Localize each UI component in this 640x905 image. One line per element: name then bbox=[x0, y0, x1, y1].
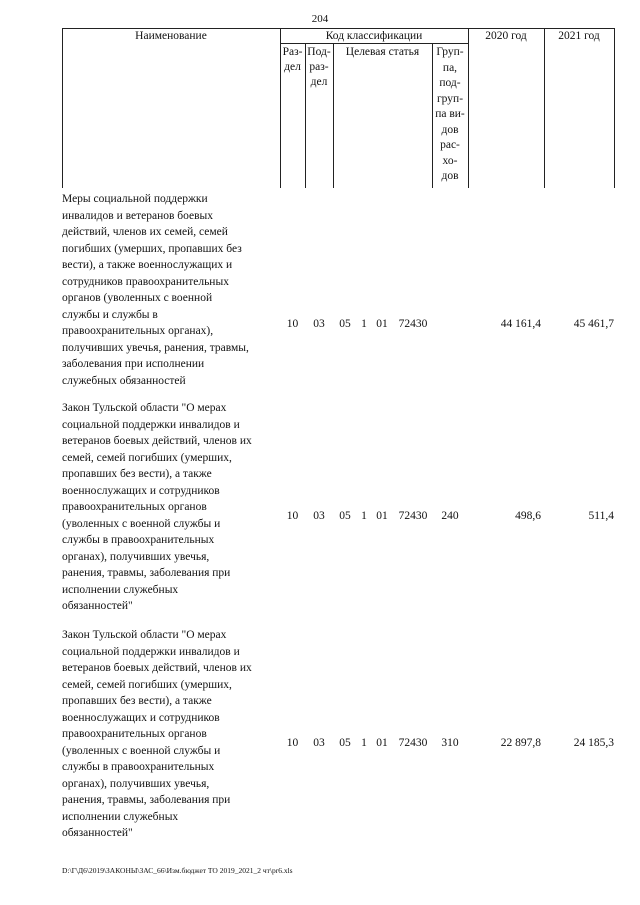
header-podrazdel: Под- раз- дел bbox=[307, 46, 331, 88]
header-razdel: Раз- дел bbox=[282, 46, 303, 73]
row-cs-1: 05 bbox=[339, 737, 351, 749]
file-path-footer: D:\Г\Д6\2019\ЗАКОНЫ\ЗАС_66\Изм.бюджет ТО 2019_2021_2 чт\pr6.xls bbox=[62, 866, 293, 875]
row-cs-4: 72430 bbox=[398, 510, 428, 522]
header-name: Наименование bbox=[135, 30, 207, 42]
row-razdel: 10 bbox=[286, 318, 299, 330]
row-value-2021: 24 185,3 bbox=[573, 737, 614, 749]
row-cs-3: 01 bbox=[376, 510, 388, 522]
row-value-2020: 44 161,4 bbox=[500, 318, 541, 330]
page-number: 204 bbox=[311, 13, 329, 25]
row-razdel: 10 bbox=[286, 737, 299, 749]
row-name: Меры социальной поддержки инвалидов и ветеранов боевых действий, членов их семей, семей погибших (умерших, пропавших без вести), а также военнослужащих и сотрудников правоохранительных органов (уволенных с военной службы и службы в правоохранительных органах), получивших увечья, ранения, травмы, заболевания при исполнении служебных обязанностей bbox=[62, 193, 249, 387]
row-cs-1: 05 bbox=[339, 318, 351, 330]
row-podrazdel: 03 bbox=[313, 318, 325, 330]
row-cs-3: 01 bbox=[376, 318, 388, 330]
header-gruppa: Груп- па, под- груп- па ви- дов рас- хо- дов bbox=[435, 46, 465, 182]
row-value-2020: 22 897,8 bbox=[500, 737, 541, 749]
row-value-2020: 498,6 bbox=[515, 510, 541, 522]
header-tselevaya-statya: Целевая статья bbox=[345, 46, 420, 58]
row-cs-4: 72430 bbox=[398, 318, 428, 330]
row-gruppa: 240 bbox=[441, 510, 459, 522]
row-cs-2: 1 bbox=[361, 737, 367, 749]
row-name: Закон Тульской области "О мерах социальной поддержки инвалидов и ветеранов боевых действий, членов их семей, семей погибших (умерших, пропавших без вести), а также военнослужащих и сотрудников правоохранительных органов (уволенных с военной службы и службы в правоохранительных органах), получивших увечья, ранения, травмы, заболевания при исполнении служебных обязанностей" bbox=[62, 629, 252, 839]
row-podrazdel: 03 bbox=[313, 510, 325, 522]
header-year-2020: 2020 год bbox=[485, 30, 527, 42]
row-value-2021: 45 461,7 bbox=[573, 318, 614, 330]
row-name: Закон Тульской области "О мерах социальной поддержки инвалидов и ветеранов боевых действий, членов их семей, семей погибших (умерших, пропавших без вести), а также военнослужащих и сотрудников правоохранительных органов (уволенных с военной службы и службы в правоохранительных органах), получивших увечья, ранения, травмы, заболевания при исполнении служебных обязанностей" bbox=[62, 402, 252, 612]
row-podrazdel: 03 bbox=[313, 737, 325, 749]
row-value-2021: 511,4 bbox=[588, 510, 614, 522]
row-gruppa: 310 bbox=[441, 737, 459, 749]
row-cs-3: 01 bbox=[376, 737, 388, 749]
row-cs-2: 1 bbox=[361, 318, 367, 330]
row-cs-2: 1 bbox=[361, 510, 367, 522]
row-razdel: 10 bbox=[286, 510, 299, 522]
row-cs-1: 05 bbox=[339, 510, 351, 522]
row-cs-4: 72430 bbox=[398, 737, 428, 749]
header-code-classification: Код классификации bbox=[325, 30, 423, 42]
header-year-2021: 2021 год bbox=[558, 30, 600, 42]
